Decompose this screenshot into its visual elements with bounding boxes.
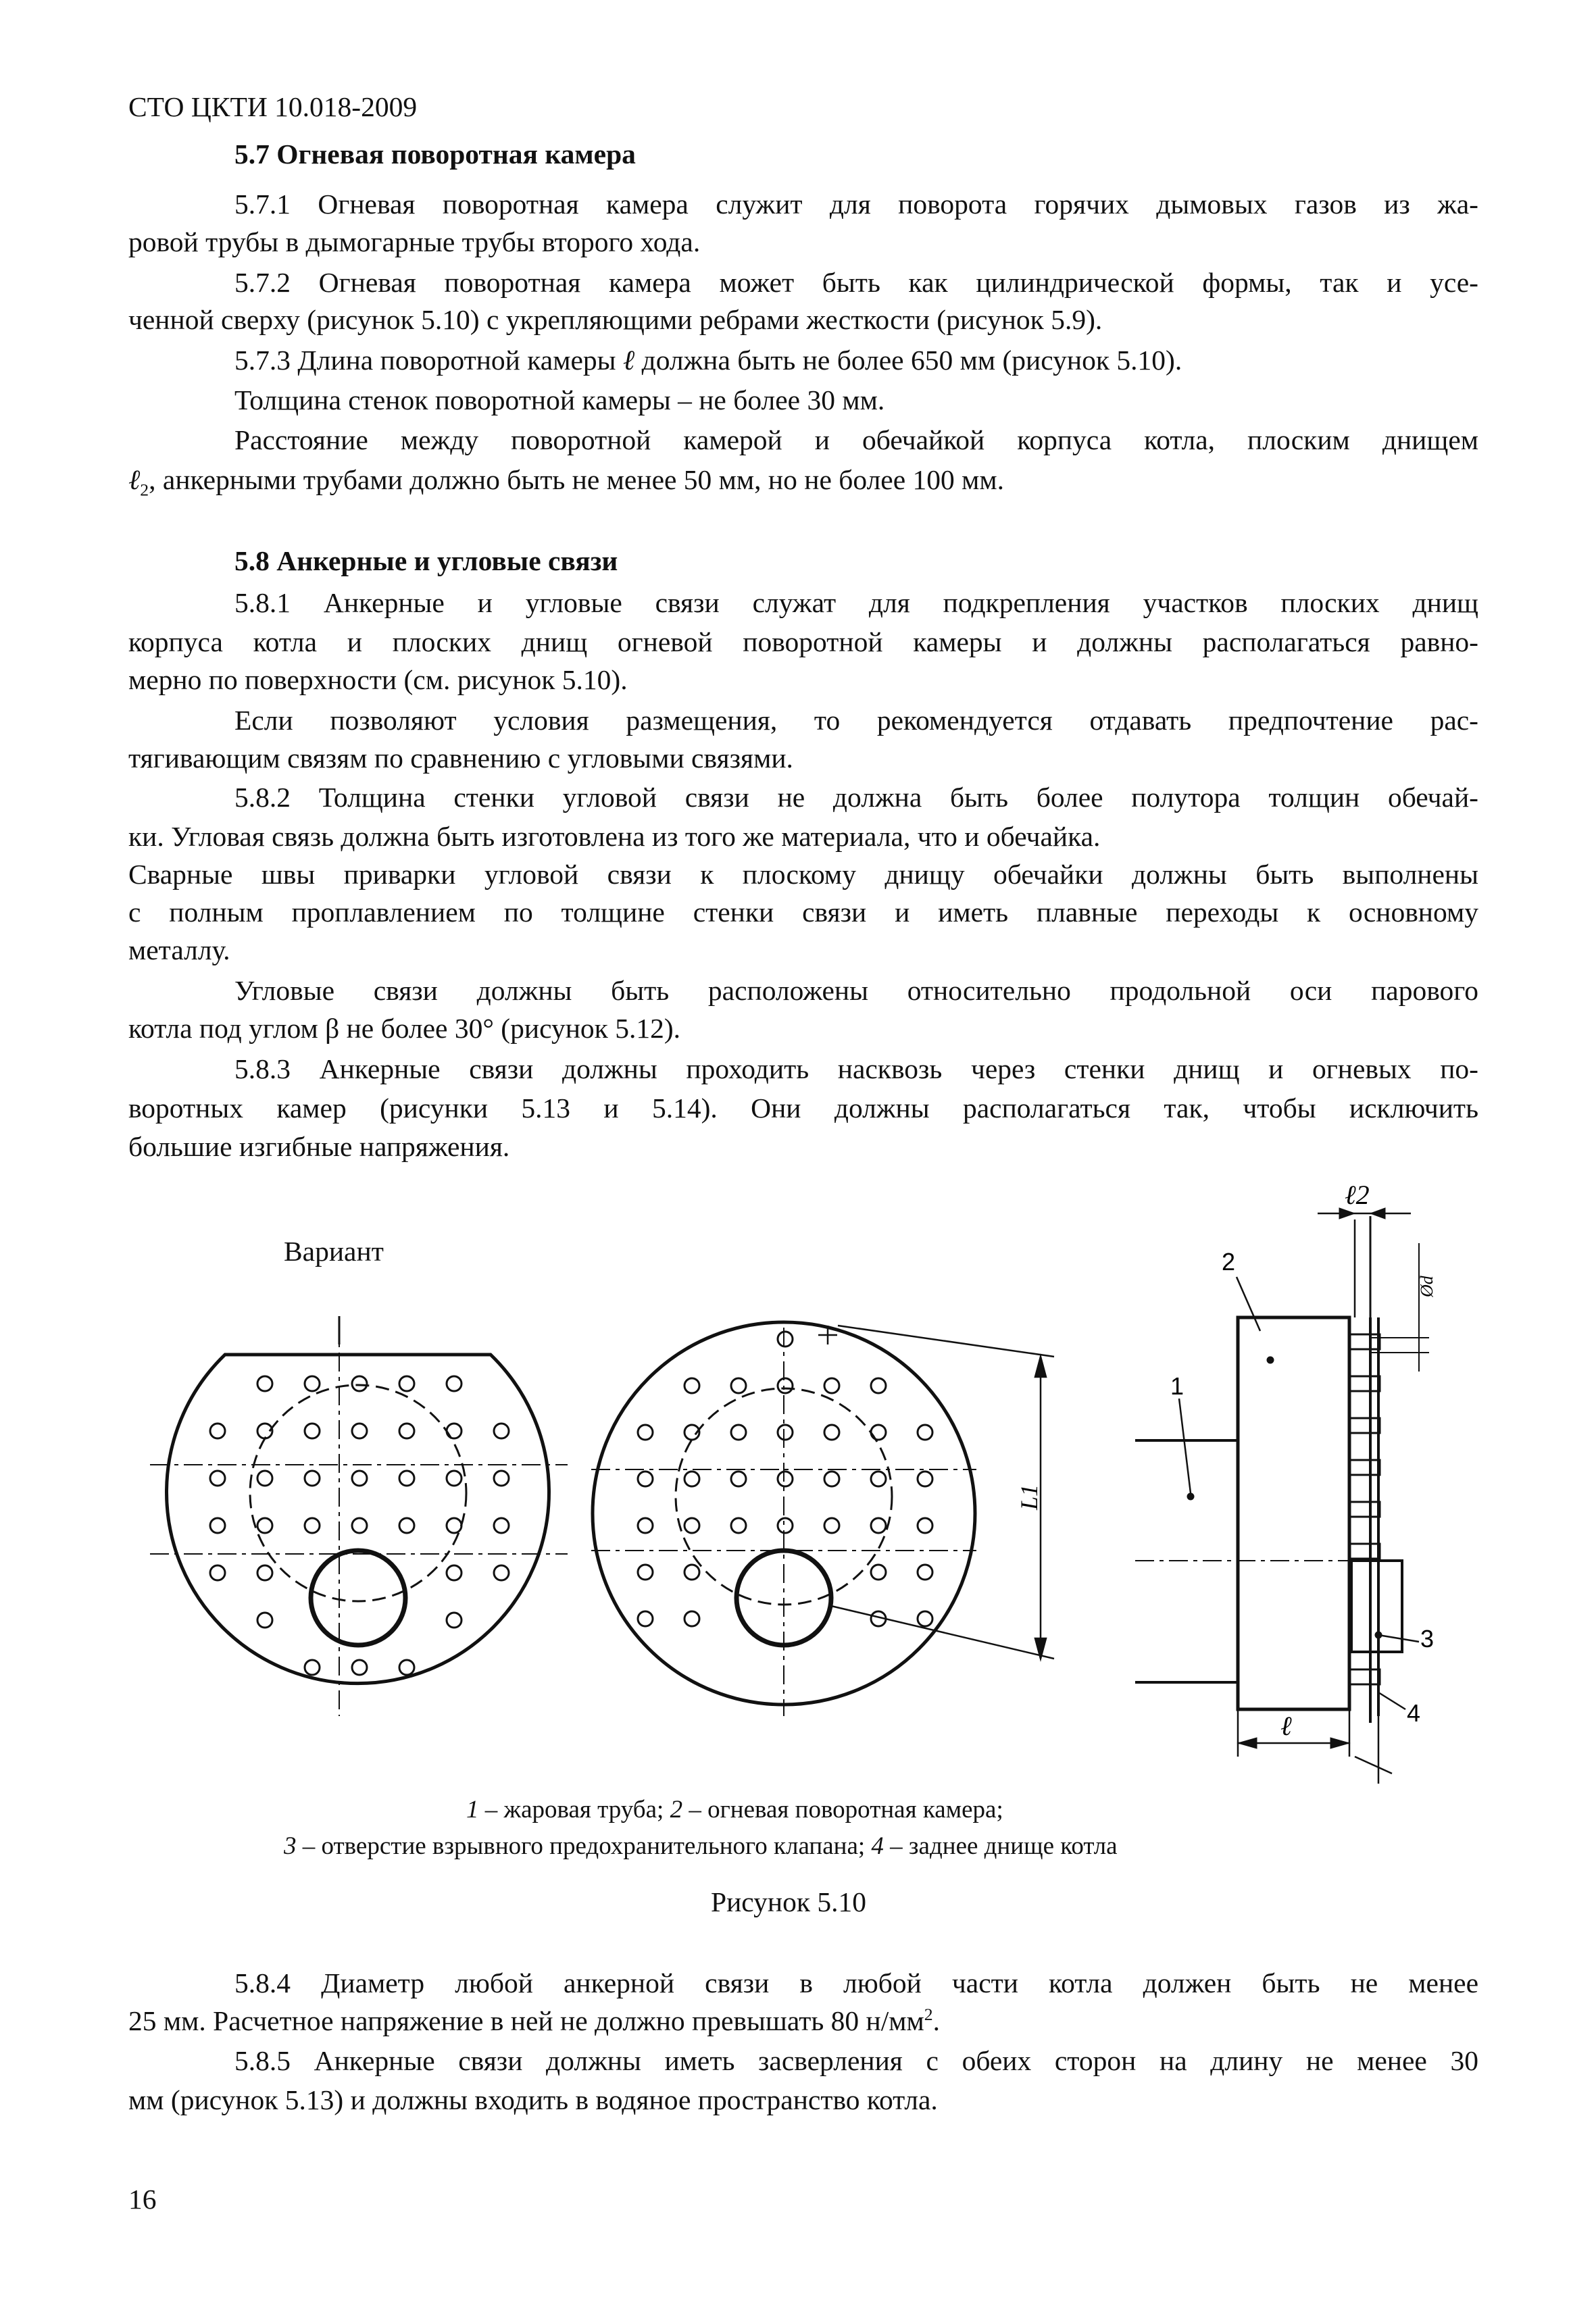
stay-hole <box>778 1332 793 1347</box>
callout-3: 3 <box>1420 1625 1435 1653</box>
dimension-label-l: ℓ <box>1280 1711 1292 1741</box>
anchor-stay <box>1350 1376 1380 1391</box>
para-5-8-5-line1: 5.8.5 Анкерные связи должны иметь засверления с обеих сторон на длину не менее 30 <box>234 2045 1478 2076</box>
stay-hole <box>824 1518 839 1533</box>
para-angle-line2: котла под углом β не более 30° (рисунок 5.12). <box>128 1013 681 1044</box>
para-5-8-1-line1: 5.8.1 Анкерные и угловые связи служат для подкрепления участков плоских днищ <box>234 587 1478 618</box>
stay-hole <box>824 1425 839 1440</box>
stay-hole <box>778 1518 793 1533</box>
para-5-7-2-line2: ченной сверху (рисунок 5.10) с укрепляющими ребрами жесткости (рисунок 5.9). <box>128 304 1103 335</box>
stay-hole <box>871 1518 886 1533</box>
para-5-8-3-line3: большие изгибные напряжения. <box>128 1131 510 1162</box>
stay-hole <box>778 1472 793 1486</box>
stay-hole <box>352 1471 367 1486</box>
stay-hole <box>871 1472 886 1486</box>
stay-hole <box>399 1471 414 1486</box>
stay-hole <box>447 1376 462 1391</box>
para-5-8-2-line1: 5.8.2 Толщина стенки угловой связи не должна быть более полутора толщин обечай- <box>234 782 1478 813</box>
stay-hole <box>257 1471 272 1486</box>
para-5-7-1-line2: ровой трубы в дымогарные трубы второго хода. <box>128 226 701 257</box>
stay-hole <box>305 1518 320 1533</box>
anchor-stay <box>1350 1544 1380 1559</box>
callout-1: 1 <box>1170 1372 1184 1400</box>
stay-hole <box>210 1424 225 1438</box>
stay-hole <box>210 1518 225 1533</box>
stay-hole <box>494 1518 509 1533</box>
stay-hole <box>684 1611 699 1626</box>
stay-hole <box>918 1425 932 1440</box>
stay-hole <box>352 1518 367 1533</box>
para-prefer-line1: Если позволяют условия размещения, то рекомендуется отдавать предпочтение рас- <box>234 705 1478 736</box>
stay-hole <box>918 1565 932 1580</box>
stay-hole <box>684 1378 699 1393</box>
stay-hole <box>399 1376 414 1391</box>
stay-hole <box>871 1378 886 1393</box>
stay-hole <box>731 1425 746 1440</box>
stay-hole <box>210 1565 225 1580</box>
disc-variant-truncated <box>150 1316 568 1716</box>
stay-hole <box>778 1378 793 1393</box>
stay-hole <box>352 1376 367 1391</box>
figure-title: Рисунок 5.10 <box>711 1886 867 1917</box>
stay-hole <box>305 1471 320 1486</box>
para-5-8-5-line2: мм (рисунок 5.13) и должны входить в водяное пространство котла. <box>128 2084 938 2115</box>
stay-hole <box>638 1611 653 1626</box>
stay-hole <box>684 1565 699 1580</box>
para-5-8-4-line2: 25 мм. Расчетное напряжение в ней не должно превышать 80 $н/мм^2$. <box>128 2005 940 2036</box>
stay-hole <box>399 1660 414 1675</box>
page-number: 16 <box>128 2184 157 2215</box>
stay-hole <box>824 1472 839 1486</box>
stay-hole <box>638 1425 653 1440</box>
para-welds-line2: с полным проплавлением по толщине стенки связи и иметь плавные переходы к основному <box>128 897 1478 928</box>
stay-hole <box>447 1565 462 1580</box>
section-heading-5-8: 5.8 Анкерные и угловые связи <box>234 545 618 576</box>
dimension-label-l2: ℓ2 <box>1345 1180 1370 1210</box>
anchor-stay <box>1350 1460 1380 1475</box>
stay-hole <box>638 1472 653 1486</box>
stay-hole <box>257 1565 272 1580</box>
para-angle-line1: Угловые связи должны быть расположены относительно продольной оси парового <box>234 975 1478 1006</box>
stay-hole <box>352 1660 367 1675</box>
figure-legend-line1: 1 – жаровая труба; 2 – огневая поворотная камера; <box>466 1796 1003 1823</box>
stay-hole <box>257 1518 272 1533</box>
para-welds-line3: металлу. <box>128 934 230 965</box>
stay-hole <box>731 1472 746 1486</box>
para-wall-thickness: Толщина стенок поворотной камеры – не более 30 мм. <box>234 384 885 416</box>
para-5-8-1-line2: корпуса котла и плоских днищ огневой поворотной камеры и должны располагаться равно- <box>128 626 1478 657</box>
stay-hole <box>918 1472 932 1486</box>
anchor-stay <box>1350 1669 1380 1684</box>
variant-label: Вариант <box>284 1236 384 1267</box>
stay-hole <box>257 1613 272 1628</box>
para-5-8-1-line3: мерно по поверхности (см. рисунок 5.10). <box>128 664 628 695</box>
callout-4: 4 <box>1407 1699 1421 1727</box>
stay-hole <box>494 1565 509 1580</box>
figure-legend-line2: 3 – отверстие взрывного предохранительного клапана; 4 – заднее днище котла <box>284 1832 1118 1860</box>
stay-hole <box>918 1518 932 1533</box>
stay-hole <box>494 1424 509 1438</box>
para-5-7-2-line1: 5.7.2 Огневая поворотная камера может быть как цилиндрической формы, так и усе- <box>234 267 1478 298</box>
stay-hole <box>447 1613 462 1628</box>
para-distance-line1: Расстояние между поворотной камерой и обечайкой корпуса котла, плоским днищем <box>234 424 1478 455</box>
stay-hole <box>918 1611 932 1626</box>
stay-hole <box>871 1425 886 1440</box>
stay-hole <box>447 1471 462 1486</box>
para-5-8-3-line1: 5.8.3 Анкерные связи должны проходить насквозь через стенки днищ и огневых по- <box>234 1053 1478 1084</box>
para-5-7-1-line1: 5.7.1 Огневая поворотная камера служит для поворота горячих дымовых газов из жа- <box>234 188 1478 220</box>
para-5-7-3: 5.7.3 Длина поворотной камеры ℓ должна быть не более 650 мм (рисунок 5.10). <box>234 345 1182 376</box>
stay-hole <box>305 1424 320 1438</box>
disc-full-circle <box>591 1322 1054 1716</box>
stay-hole <box>684 1518 699 1533</box>
callout-2: 2 <box>1222 1248 1236 1276</box>
para-5-8-4-line1: 5.8.4 Диаметр любой анкерной связи в любой части котла должен быть не менее <box>234 1967 1478 1998</box>
stay-hole <box>305 1376 320 1391</box>
document-code: СТО ЦКТИ 10.018-2009 <box>128 91 418 122</box>
dimension-label-l1: L1 <box>1016 1484 1043 1510</box>
stay-hole <box>731 1378 746 1393</box>
dimension-label-dk: Ød <box>1417 1276 1437 1297</box>
stay-hole <box>871 1565 886 1580</box>
stay-hole <box>257 1376 272 1391</box>
length-symbol: ℓ <box>622 345 635 376</box>
para-5-8-3-line2: воротных камер (рисунки 5.13 и 5.14). Они должны располагаться так, чтобы исключить <box>128 1092 1478 1124</box>
stay-hole <box>399 1424 414 1438</box>
section-heading-5-7: 5.7 Огневая поворотная камера <box>234 139 636 170</box>
stay-hole <box>684 1472 699 1486</box>
anchor-stay <box>1350 1502 1380 1517</box>
stay-hole <box>494 1471 509 1486</box>
stay-hole <box>638 1518 653 1533</box>
anchor-stay <box>1350 1418 1380 1433</box>
stay-hole <box>305 1660 320 1675</box>
stay-hole <box>731 1518 746 1533</box>
stay-hole <box>210 1471 225 1486</box>
para-prefer-line2: тягивающим связям по сравнению с угловыми связями. <box>128 743 793 774</box>
stay-hole <box>447 1424 462 1438</box>
stay-hole <box>824 1378 839 1393</box>
stay-hole <box>447 1518 462 1533</box>
side-section-view <box>1135 1208 1429 1784</box>
anchor-stay <box>1350 1334 1380 1349</box>
stay-hole <box>638 1565 653 1580</box>
para-welds-line1: Сварные швы приварки угловой связи к плоскому днищу обечайки должны быть выполнены <box>128 859 1478 890</box>
para-5-8-2-line2: ки. Угловая связь должна быть изготовлена из того же материала, что и обечайка. <box>128 821 1101 852</box>
stay-hole <box>399 1518 414 1533</box>
stay-hole <box>778 1425 793 1440</box>
para-distance-line2: ℓ$_2$, анкерными трубами должно быть не менее 50 мм, но не более 100 мм. <box>128 464 1005 500</box>
stay-hole <box>352 1424 367 1438</box>
